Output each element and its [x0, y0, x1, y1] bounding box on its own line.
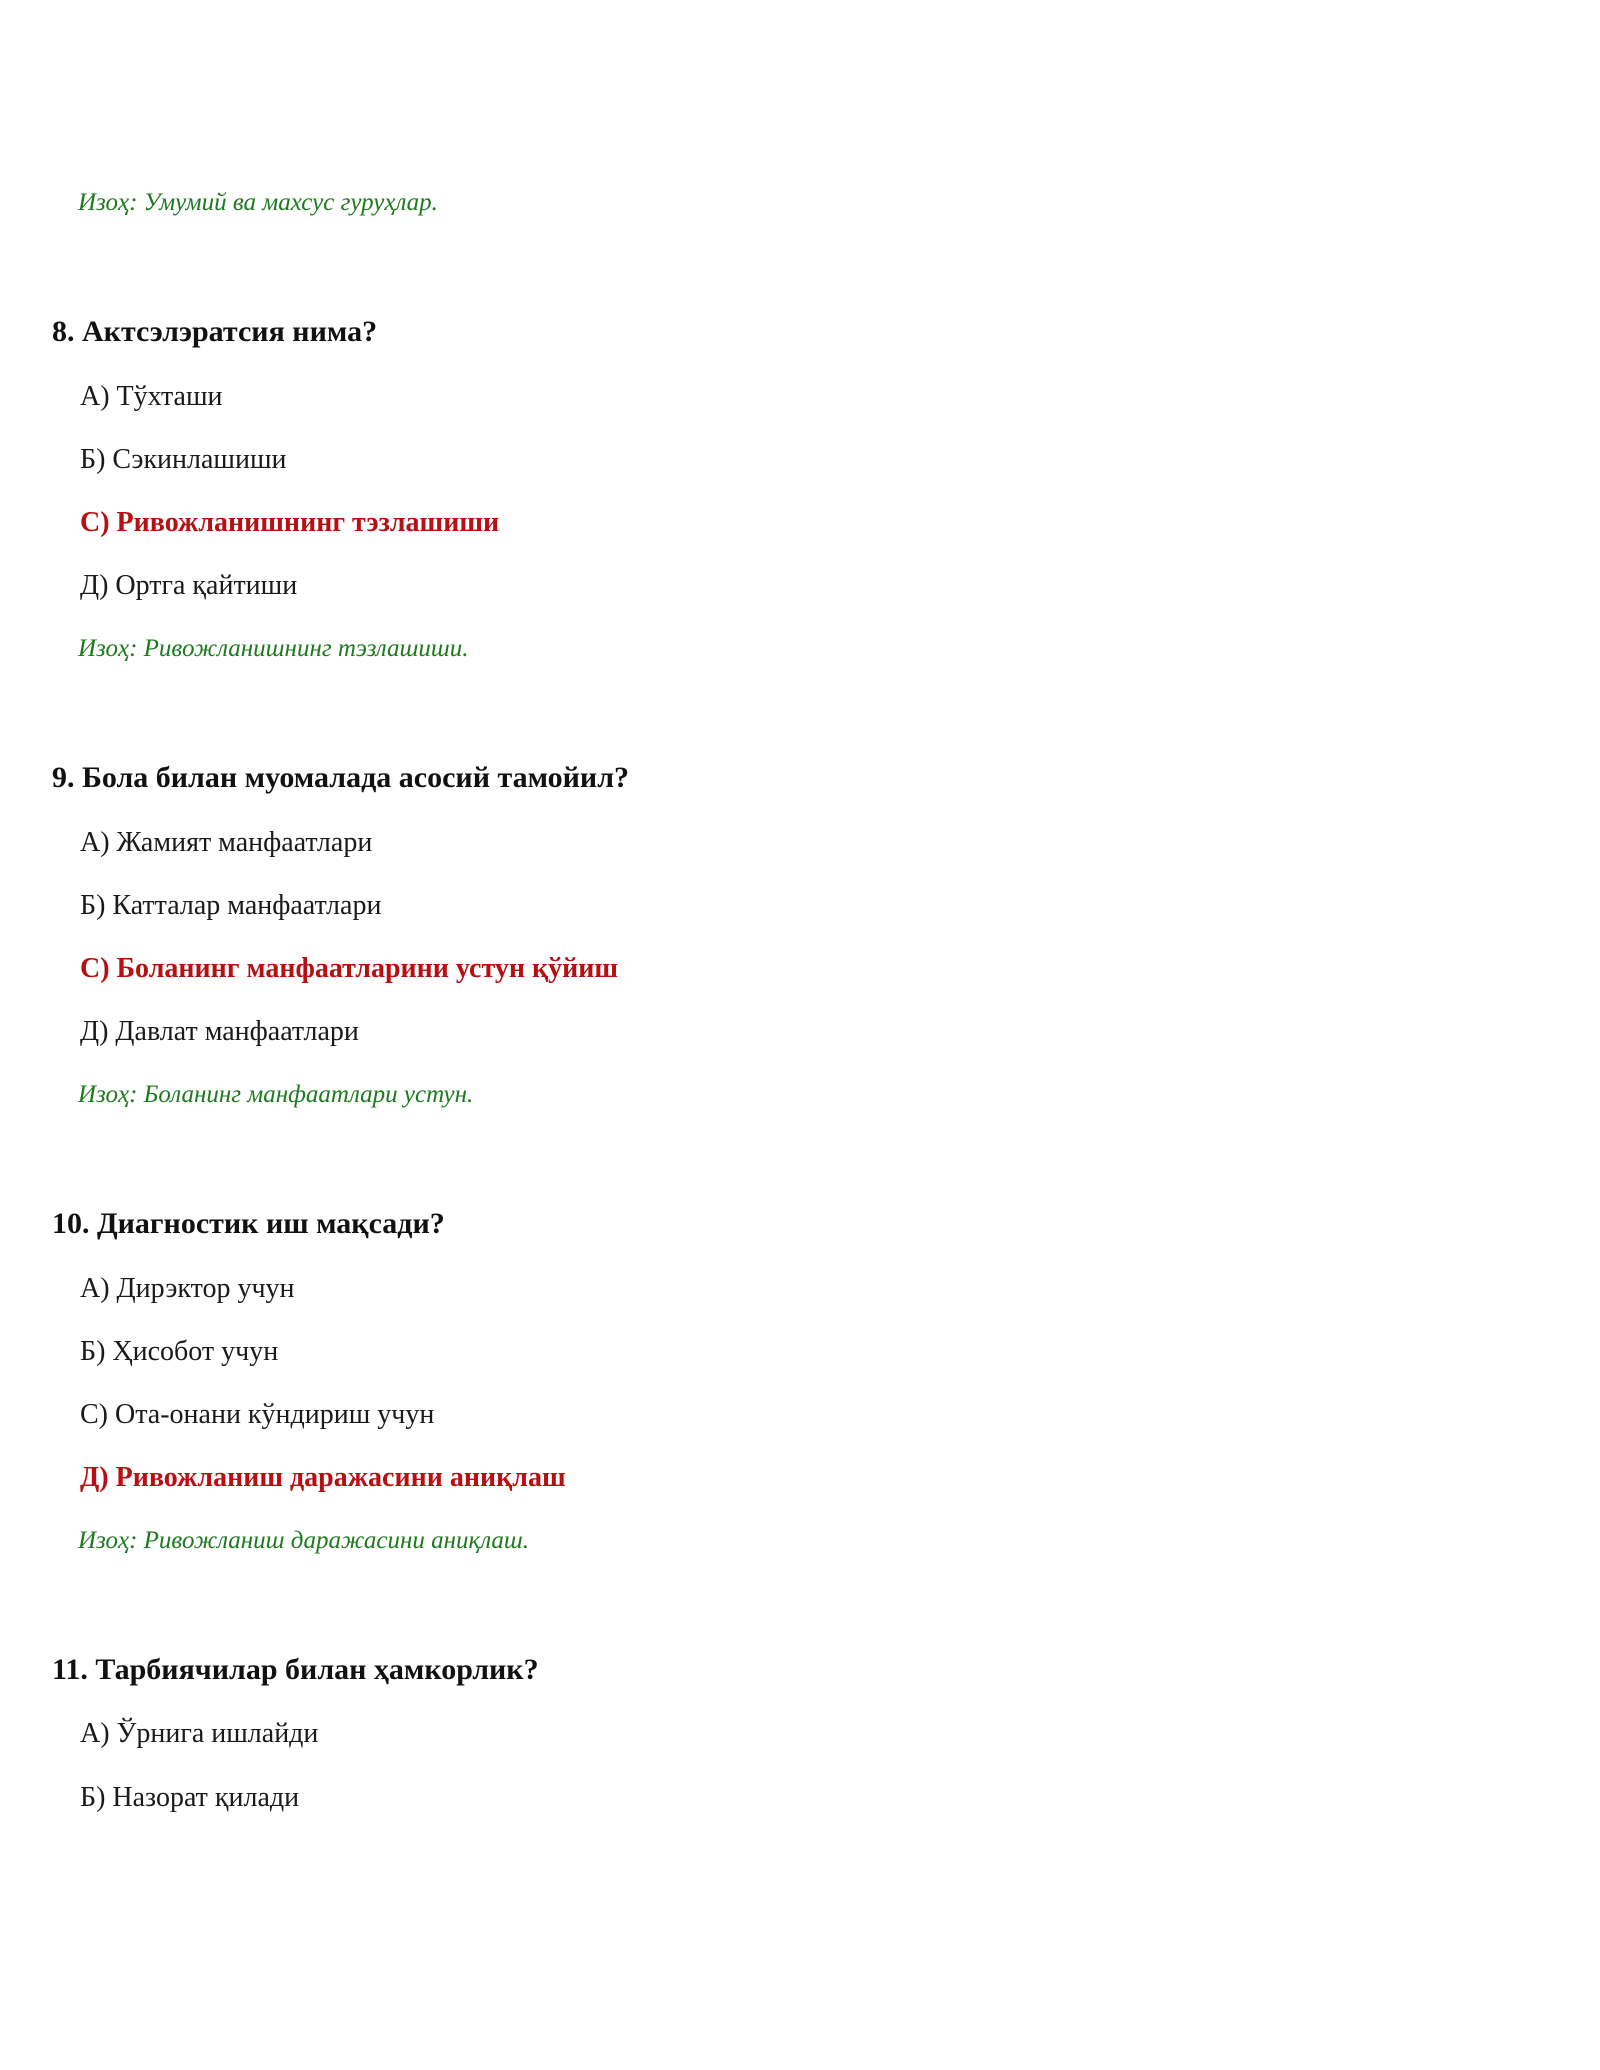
answer-option: Б) Назорат қилади: [80, 1782, 300, 1813]
answer-option: С) Ота-онани кўндириш учун: [80, 1399, 435, 1430]
answer-option: Д) Давлат манфаатлари: [80, 1016, 359, 1047]
answer-option-correct: С) Боланинг манфаатларини устун қўйиш: [80, 953, 619, 984]
question-title: 10. Диагностик иш мақсади?: [52, 1207, 445, 1240]
answer-option: А) Ўрнига ишлайди: [80, 1718, 319, 1749]
answer-option: А) Тўхташи: [80, 381, 223, 412]
answer-option: Б) Ҳисобот учун: [80, 1336, 279, 1367]
answer-option-correct: С) Ривожланишнинг тэзлашиши: [80, 507, 500, 538]
answer-option: А) Дирэктор учун: [80, 1273, 295, 1304]
answer-option: Б) Сэкинлашиши: [80, 444, 287, 475]
answer-option: А) Жамият манфаатлари: [80, 827, 373, 858]
explanation-note: Изоҳ: Ривожланиш даражасини аниқлаш.: [78, 1527, 530, 1554]
explanation-note: Изоҳ: Ривожланишнинг тэзлашиши.: [78, 635, 469, 662]
answer-option-correct: Д) Ривожланиш даражасини аниқлаш: [80, 1462, 566, 1493]
answer-option: Б) Катталар манфаатлари: [80, 890, 382, 921]
answer-option: Д) Ортга қайтиши: [80, 570, 298, 601]
explanation-note: Изоҳ: Боланинг манфаатлари устун.: [78, 1081, 474, 1108]
question-title: 9. Бола билан муомалада асосий тамойил?: [52, 761, 630, 794]
explanation-note: Изоҳ: Умумий ва махсус гуруҳлар.: [78, 189, 438, 216]
question-title: 8. Актсэлэратсия нима?: [52, 315, 378, 348]
question-title: 11. Тарбиячилар билан ҳамкорлик?: [52, 1653, 539, 1686]
